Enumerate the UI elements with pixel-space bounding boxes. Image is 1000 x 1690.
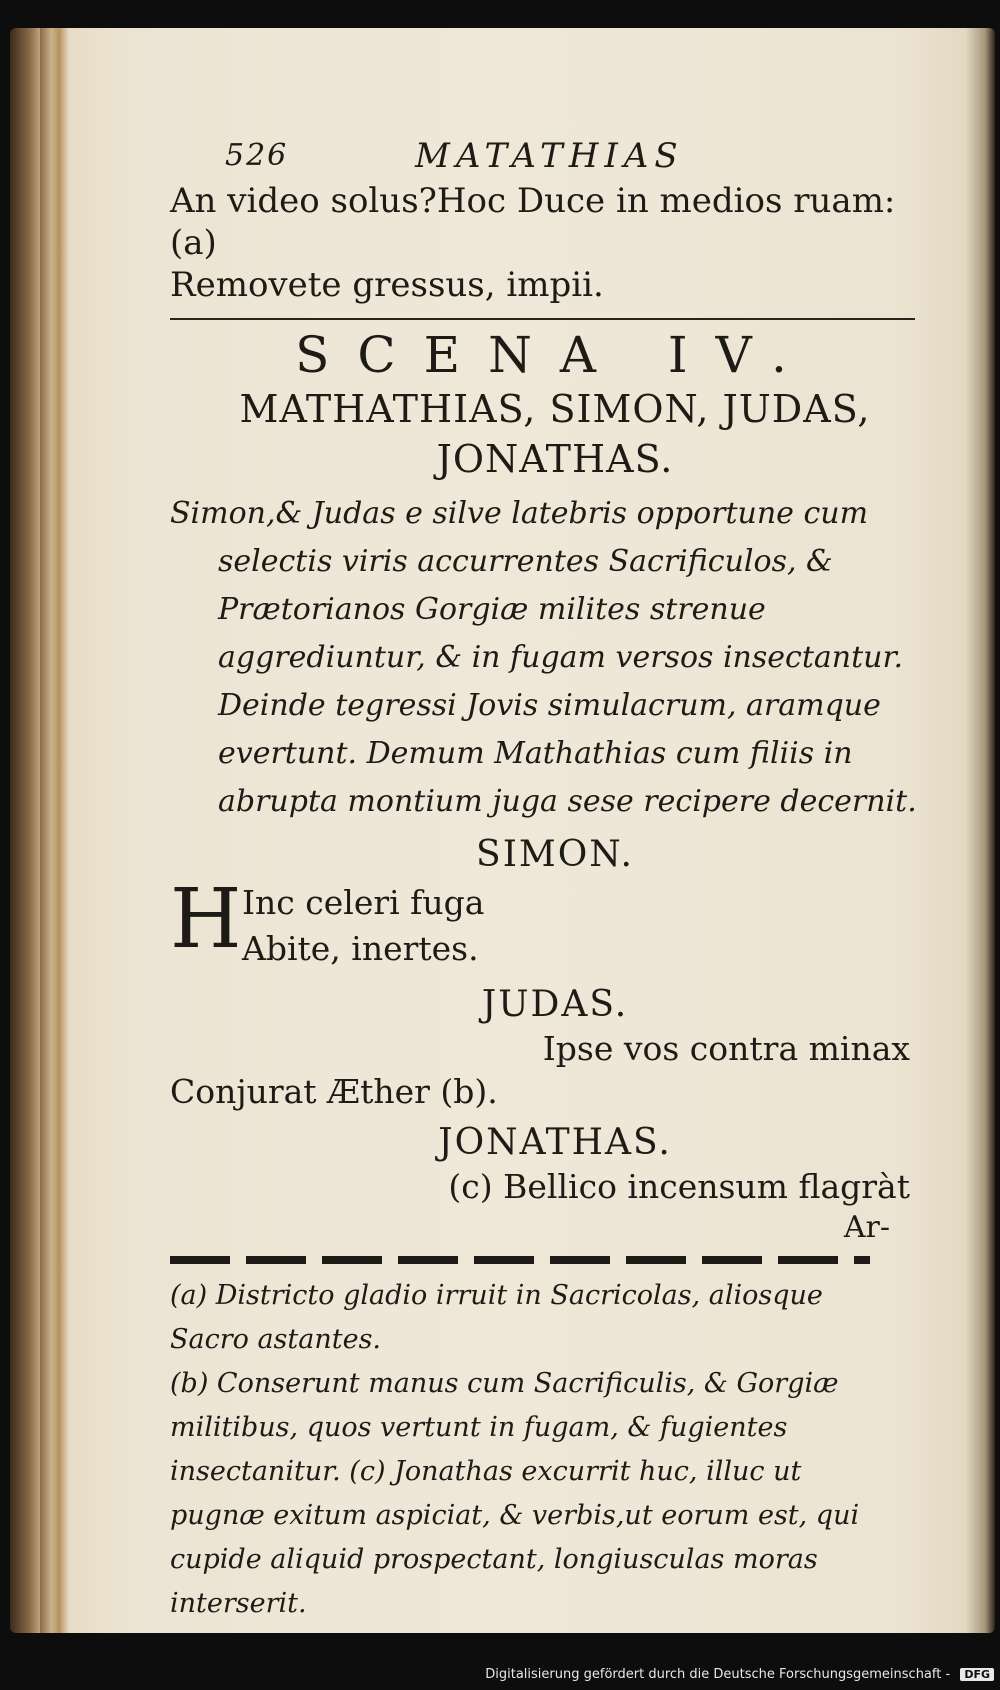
- verse-line-2: Removete gressus, impii.: [170, 265, 604, 305]
- digitization-credit: [485, 1667, 994, 1682]
- simon-speech: [170, 872, 940, 976]
- footnote-a: (a) Districto gladio irruit in Sacricolas, aliosque Sacro astantes.: [170, 1280, 823, 1355]
- judas-line-1: Ipse vos contra minax: [542, 1029, 910, 1068]
- page-edge-shadow: [40, 28, 62, 1633]
- judas-line-2: Conjurat Æther (b).: [170, 1072, 498, 1111]
- running-title: MATATHIAS: [415, 136, 684, 176]
- dfg-logo: DFG: [960, 1668, 994, 1681]
- page-header: [170, 120, 940, 180]
- scene-title: SCENA IV.: [295, 326, 815, 384]
- page-content: [170, 120, 940, 1626]
- credit-text: Digitalisierung gefördert durch die Deutsche Forschungsgemeinschaft -: [485, 1667, 951, 1682]
- simon-line-1: Inc celeri fuga: [242, 883, 485, 922]
- stage-direction: Simon,& Judas e silve latebris opportune cum selectis viris accurrentes Sacrificulos, & Prætorianos Gorgiæ milites strenue aggrediuntur, & in fugam versos insectantur. Deinde tegressi Jovis simulacrum, aramque evertunt. Demum Mathathias cum filiis in abrupta montium juga sese recipere decernit.: [170, 496, 917, 819]
- drop-cap: H: [170, 872, 242, 967]
- footnote-b-c: (b) Conserunt manus cum Sacrificulis, & Gorgiæ militibus, quos vertunt in fugam, & fugientes insectanitur. (c) Jonathas excurrit huc, illuc ut pugnæ exitum aspiciat, & verbis,ut eorum est, qui cupide aliquid prospectant, longiusculas moras interserit.: [170, 1368, 860, 1619]
- page-number: 526: [225, 138, 289, 173]
- verse-line-1: An video solus?Hoc Duce in medios ruam:(a): [170, 181, 896, 263]
- simon-line-2: Abite, inertes.: [242, 929, 479, 968]
- scene-divider-rule: [170, 318, 915, 320]
- characters-line-2: JONATHAS.: [436, 437, 674, 481]
- characters-line-1: MATHATHIAS, SIMON, JUDAS,: [239, 387, 871, 431]
- jonathas-line-1: (c) Bellico incensum flagràt: [448, 1167, 910, 1206]
- speaker-judas: JUDAS.: [481, 984, 629, 1025]
- speaker-simon: SIMON.: [476, 834, 634, 875]
- speaker-jonathas: JONATHAS.: [438, 1122, 672, 1163]
- catchword: Ar-: [843, 1210, 890, 1245]
- footnote-divider: [170, 1256, 870, 1264]
